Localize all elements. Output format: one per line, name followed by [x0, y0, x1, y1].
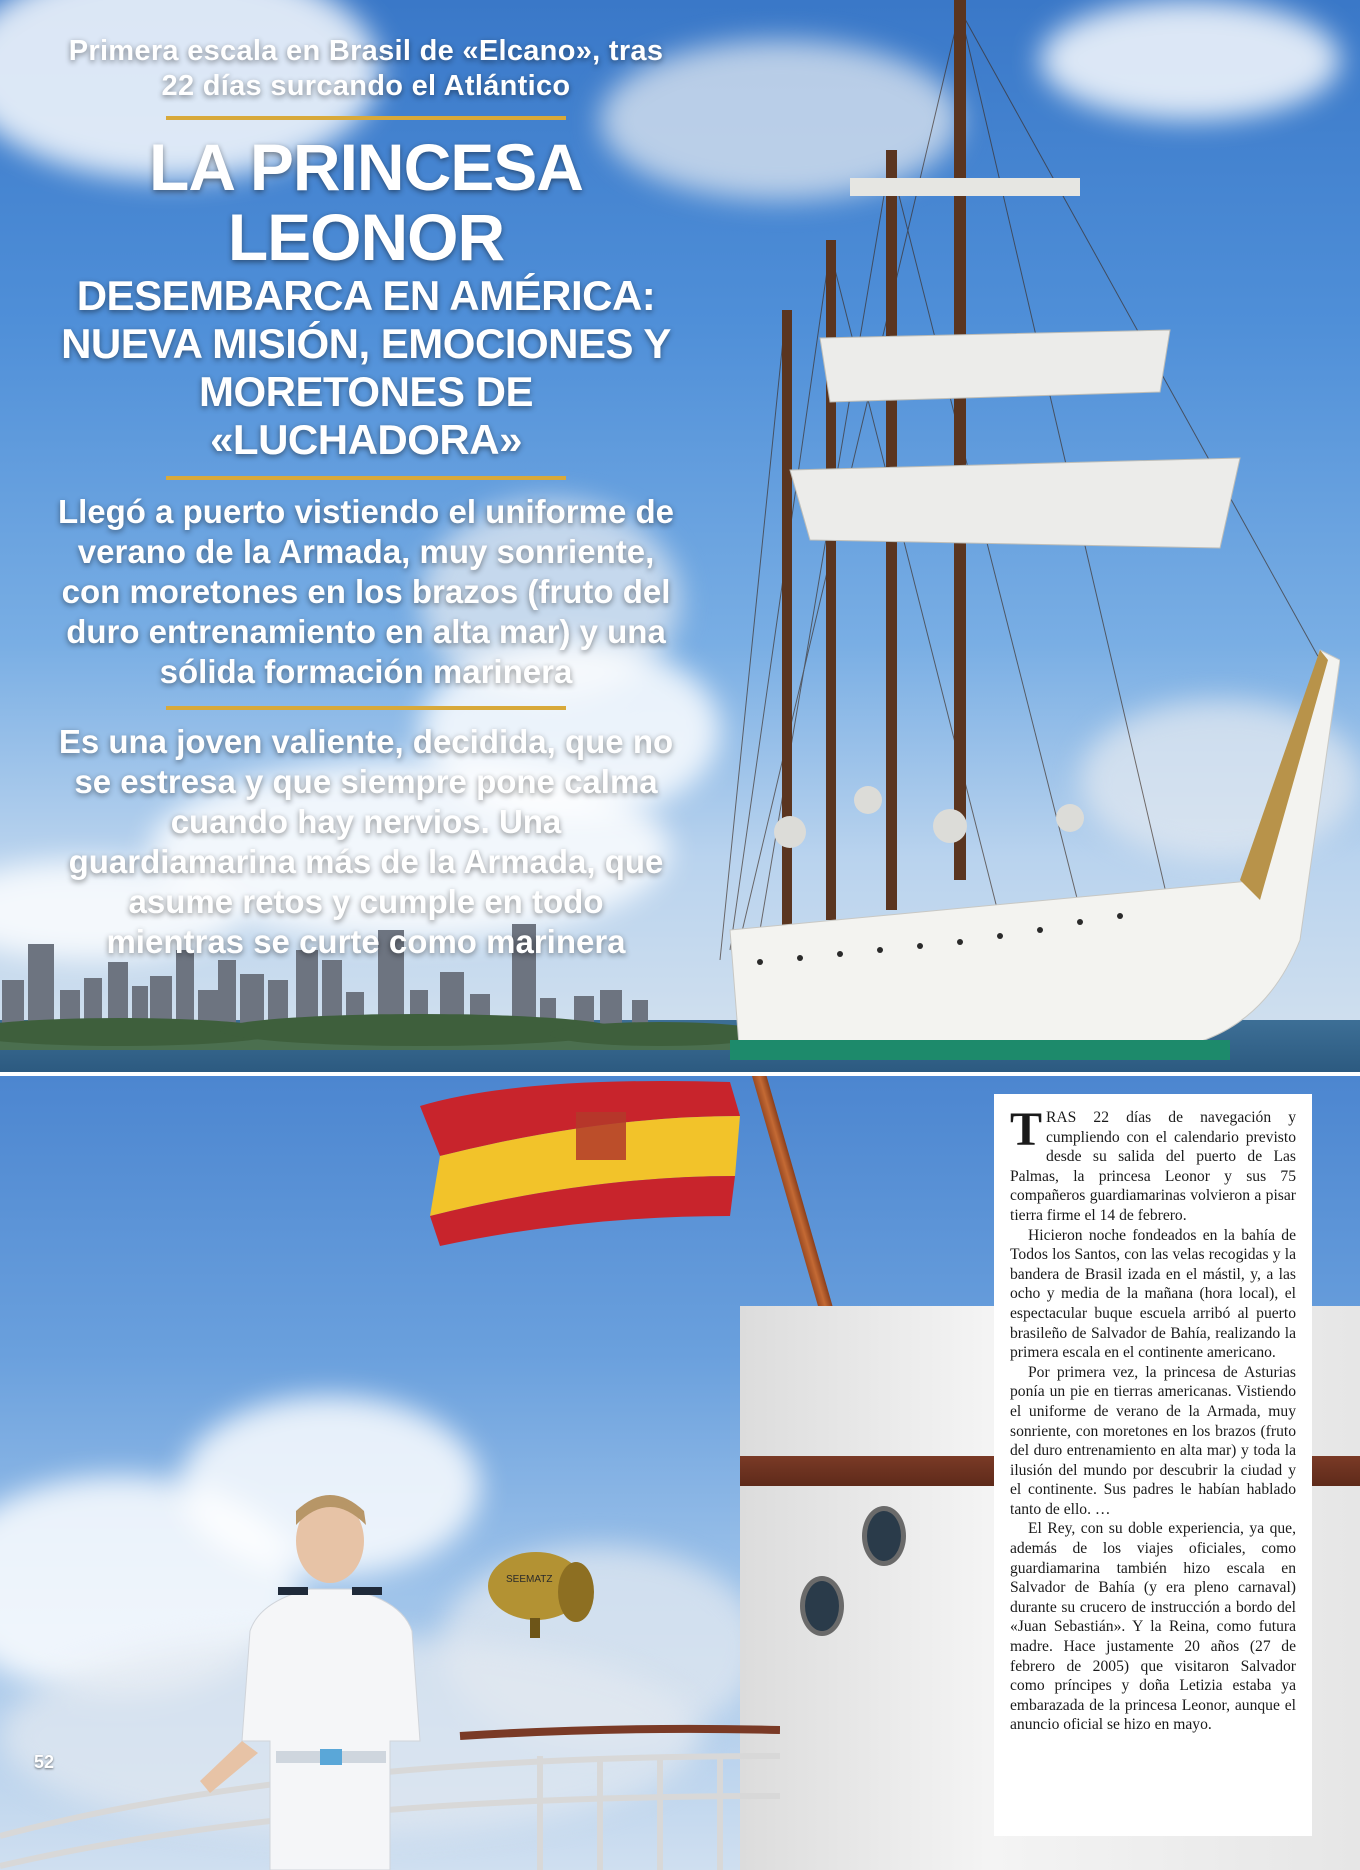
porthole [800, 1576, 844, 1636]
article-paragraph-1 [1010, 1103, 1296, 1226]
gold-divider [166, 476, 566, 480]
page-number: 52 [34, 1752, 55, 1772]
gold-divider [166, 706, 566, 710]
article-text-box [994, 1094, 1312, 1836]
porthole [862, 1506, 906, 1566]
headline-subtitle: DESEMBARCA EN AMÉRICA: NUEVA MISIÓN, EMOCIONES Y MORETONES DE «LUCHADORA» [61, 272, 671, 463]
article-paragraph-4: El Rey, con su doble experiencia, ya que, además de los viajes oficiales, como guardiamarina también hizo escala en Salvador de Bahía (y era pleno carnaval) durante su crucero de instrucción a bordo del «Juan Sebastián». Y la Reina, como futura madre. Hace justamente 20 años (27 de febrero de 2005) que visitaron Salvador como príncipes y doña Letizia estaba ya embarazada de la princesa Leonor, aunque el anuncio oficial se hizo en mayo. [1010, 1520, 1296, 1734]
lede-paragraph-1: Llegó a puerto vistiendo el uniforme de verano de la Armada, muy sonriente, con moretones en los brazos (fruto del duro entrenamiento en alta mar) y una sólida formación marinera [57, 493, 675, 690]
drop-cap: T [1010, 1103, 1043, 1156]
searchlight-label: SEEMATZ [506, 1574, 553, 1585]
cadet-in-white-uniform [180, 1481, 480, 1870]
article-paragraph-2: Hicieron noche fondeados en la bahía de Todos los Santos, con las velas recogidas y la bandera de Brasil izada en el mástil, y, a las ocho y media de la mañana (hora local), el espectacular buque escuela arribó al puerto brasileño de Salvador de Bahía, realizando la primera escala en el continente americano. [1010, 1226, 1296, 1362]
lede-paragraph-2: Es una joven valiente, decidida, que no se estresa y que siempre pone calma cuando hay nervios. Una guardiamarina más de la Armada, que asume retos y cumple en todo mientras se curte como marinera [58, 723, 674, 960]
sailing-ship-elcano [700, 0, 1340, 1072]
article-paragraph-3: Por primera vez, la princesa de Asturias ponía un pie en tierras americanas. Vistiendo el uniforme de verano de la Armada, muy sonriente, con moretones en los brazos (fruto del duro entrenamiento en alta mar) y toda la ilusión del mundo por descubrir la ciudad y el continente. Sus padres le habían hablado tanto de ello. … [1010, 1363, 1296, 1518]
article-paragraph-1-text: RAS 22 días de navegación y cumpliendo con el calendario previsto desde su salida del puerto de Las Palmas, la princesa Leonor y sus 75 compañeros guardiamarinas volvieron a pisar tierra firme el 14 de febrero. [1010, 1109, 1296, 1224]
searchlight [486, 1548, 596, 1638]
headline-block [56, 34, 676, 962]
kicker: Primera escala en Brasil de «Elcano», tras 22 días surcando el Atlántico [68, 35, 664, 102]
spanish-flag [400, 1076, 740, 1246]
headline-title: LA PRINCESA LEONOR [149, 130, 583, 274]
gold-divider [166, 116, 566, 120]
